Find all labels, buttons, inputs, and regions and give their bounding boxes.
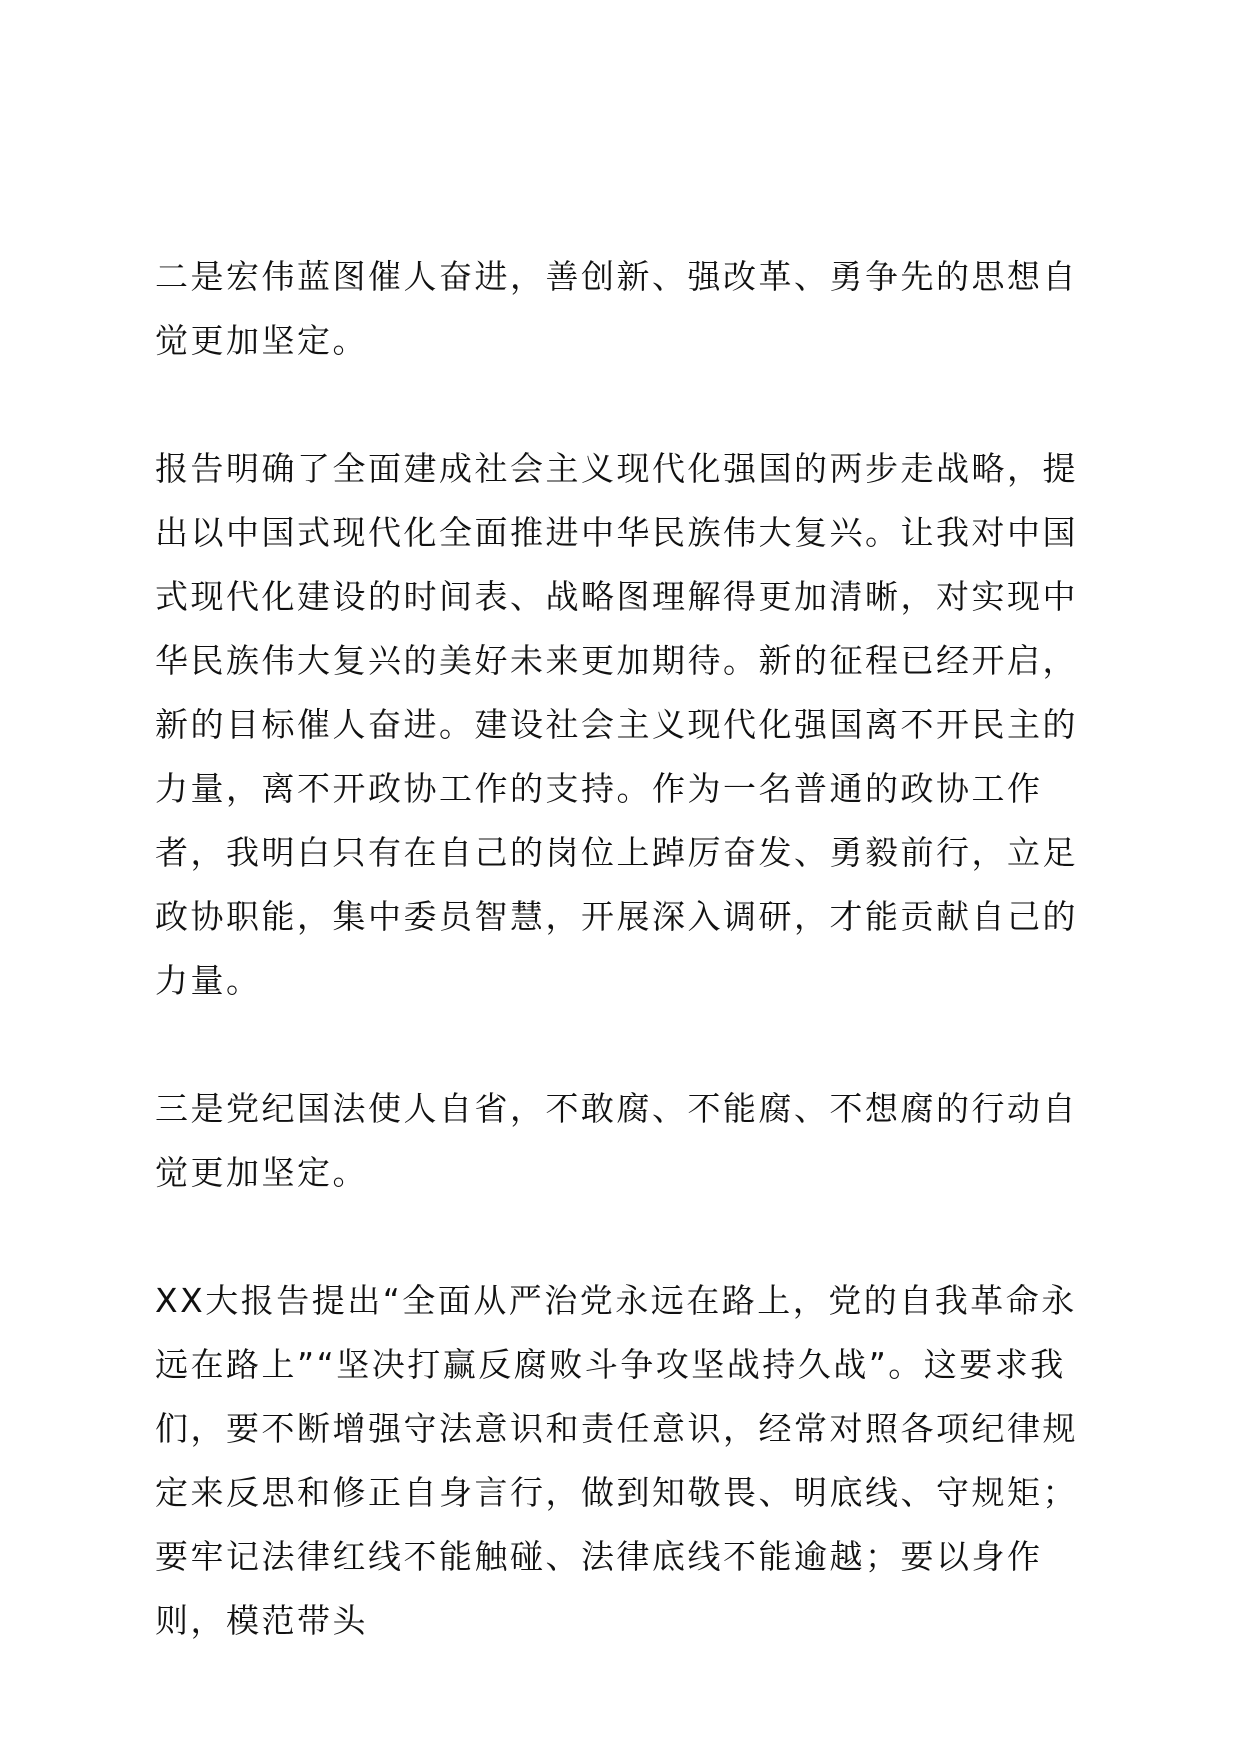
body-paragraph: 报告明确了全面建成社会主义现代化强国的两步走战略，提出以中国式现代化全面推进中华民族伟大复兴。让我对中国式现代化建设的时间表、战略图理解得更加清晰，对实现中华民族伟大复兴的美好未来更加期待。新的征程已经开启，新的目标催人奋进。建设社会主义现代化强国离不开民主的力量，离不开政协工作的支持。作为一名普通的政协工作者，我明白只有在自己的岗位上踔厉奋发、勇毅前行，立足政协职能，集中委员智慧，开展深入调研，才能贡献自己的力量。 [155,449,1078,1000]
document-body [155,245,1085,1653]
body-paragraph: XX大报告提出“全面从严治党永远在路上，党的自我革命永远在路上”“坚决打赢反腐败斗争攻坚战持久战”。这要求我们，要不断增强守法意识和责任意识，经常对照各项纪律规定来反思和修正自身言行，做到知敬畏、明底线、守规矩；要牢记法律红线不能触碰、法律底线不能逾越；要以身作则，模范带头 [155,1281,1078,1640]
heading-point-three: 三是党纪国法使人自省，不敢腐、不能腐、不想腐的行动自觉更加坚定。 [155,1089,1078,1192]
heading-point-two: 二是宏伟蓝图催人奋进，善创新、强改革、勇争先的思想自觉更加坚定。 [155,257,1078,360]
